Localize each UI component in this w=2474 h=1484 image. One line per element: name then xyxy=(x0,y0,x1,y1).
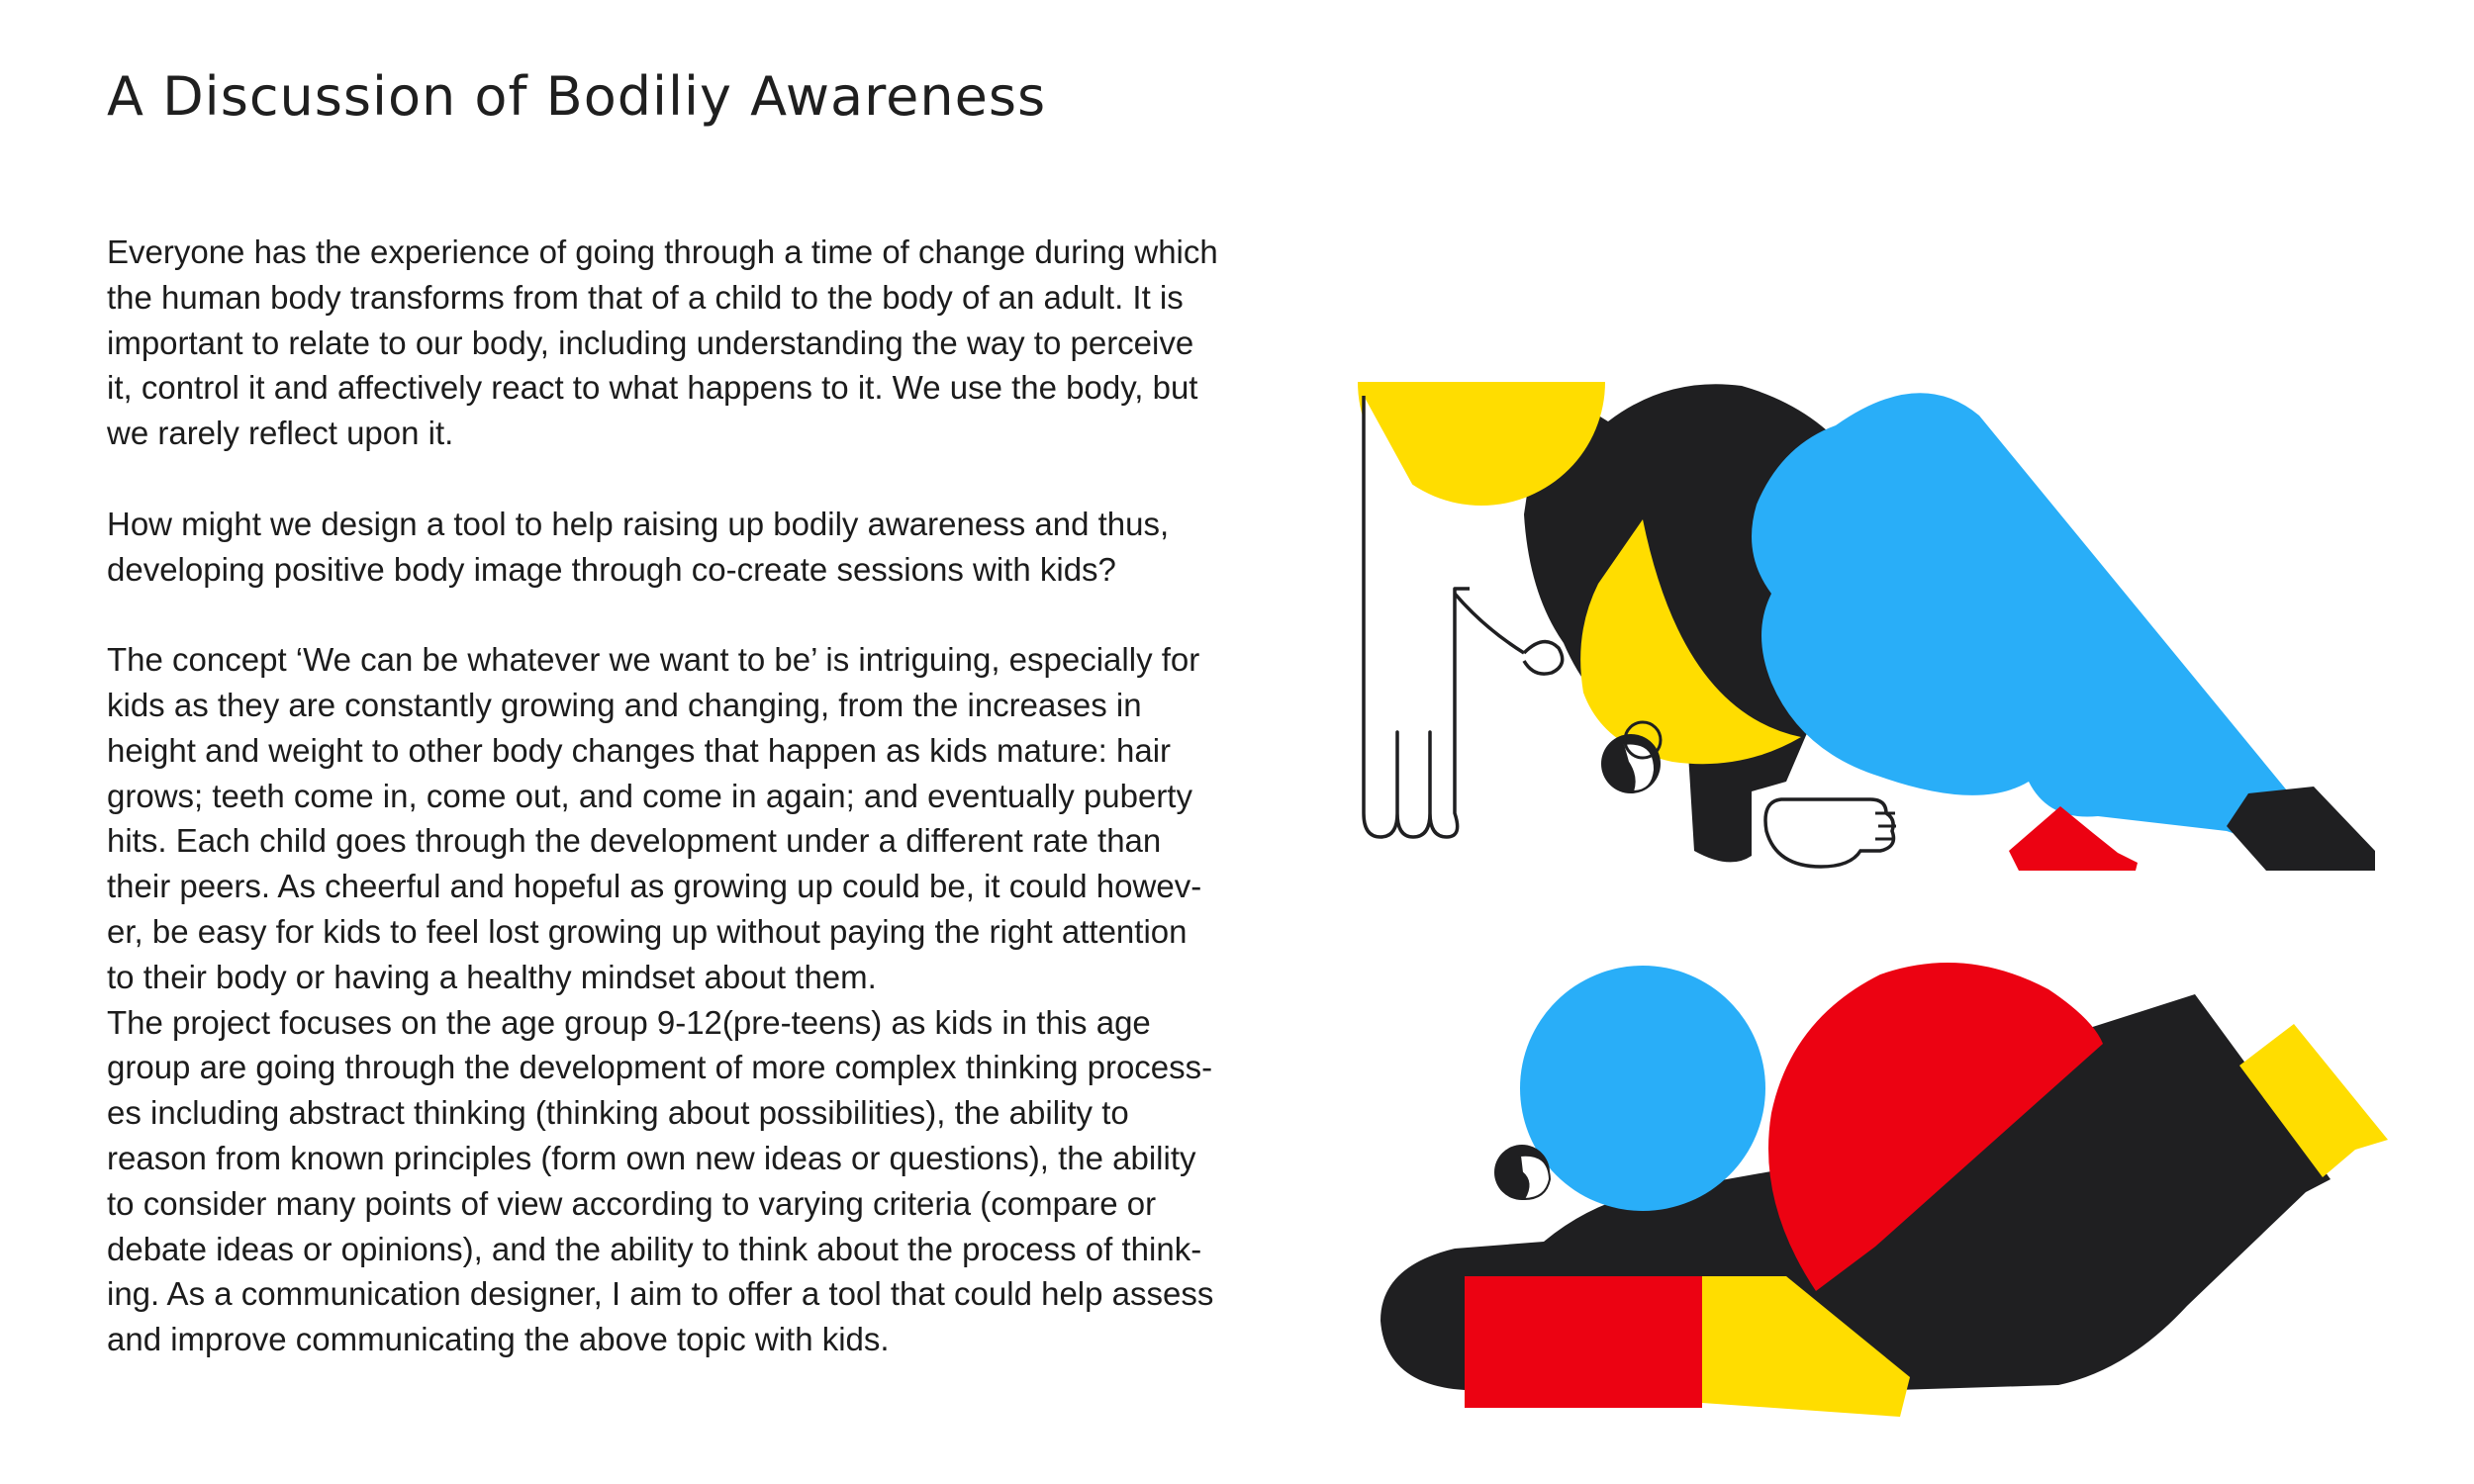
lying-figure-illustration xyxy=(1380,963,2388,1417)
crouching-figure-illustration xyxy=(1358,382,2375,871)
paragraph-gap xyxy=(107,456,1285,502)
text-line: hits. Each child goes through the development under a different rate than xyxy=(107,822,1162,860)
text-line: it, control it and affectively react to what happens to it. We use the body, but xyxy=(107,369,1198,407)
text-line: es including abstract thinking (thinking about possibilities), the ability to xyxy=(107,1094,1129,1132)
text-line: important to relate to our body, including understanding the way to perceive xyxy=(107,324,1194,361)
paragraph-project xyxy=(107,1000,1285,1362)
text-line: reason from known principles (form own new ideas or questions), the ability xyxy=(107,1139,1196,1176)
top-figure-right-foot xyxy=(2227,787,2375,871)
top-figure-blue-body xyxy=(1752,393,2304,841)
text-line: and improve communicating the above topic with kids. xyxy=(107,1321,890,1358)
text-line: group are going through the development of more complex thinking process- xyxy=(107,1049,1213,1086)
body-text xyxy=(107,230,1285,1362)
text-line: er, be easy for kids to feel lost growing up without paying the right attention xyxy=(107,912,1188,950)
text-line: Everyone has the experience of going through a time of change during which xyxy=(107,233,1218,270)
text-line: grows; teeth come in, come out, and come in again; and eventually puberty xyxy=(107,777,1192,814)
text-line: ing. As a communication designer, I aim to offer a tool that could help assess xyxy=(107,1275,1214,1313)
bottom-figure-red-block xyxy=(1465,1276,1702,1408)
text-line: How might we design a tool to help raising up bodily awareness and thus, xyxy=(107,505,1170,542)
bottom-figure-blue-head xyxy=(1520,966,1765,1211)
text-line: we rarely reflect upon it. xyxy=(107,415,454,452)
text-line: kids as they are constantly growing and changing, from the increases in xyxy=(107,686,1142,723)
paragraph-intro xyxy=(107,230,1285,456)
text-line: The project focuses on the age group 9-12(pre-teens) as kids in this age xyxy=(107,1003,1151,1041)
text-line: to consider many points of view according to varying criteria (compare or xyxy=(107,1184,1157,1222)
text-line: The concept ‘We can be whatever we want to be’ is intriguing, especially for xyxy=(107,641,1200,679)
text-line: debate ideas or opinions), and the ability to think about the process of think- xyxy=(107,1230,1202,1267)
page-title: A Discussion of Bodiliy Awareness xyxy=(107,65,1047,128)
paragraph-gap xyxy=(107,592,1285,637)
paragraph-concept xyxy=(107,637,1285,999)
top-figure-foot-outline xyxy=(1765,799,1894,867)
text-line: developing positive body image through co-create sessions with kids? xyxy=(107,550,1116,588)
body-illustration xyxy=(1326,356,2395,1425)
paragraph-question xyxy=(107,502,1285,593)
text-line: their peers. As cheerful and hopeful as growing up could be, it could howev- xyxy=(107,868,1202,905)
text-line: to their body or having a healthy mindset about them. xyxy=(107,958,877,995)
text-line: height and weight to other body changes that happen as kids mature: hair xyxy=(107,731,1172,769)
text-line: the human body transforms from that of a child to the body of an adult. It is xyxy=(107,278,1184,316)
